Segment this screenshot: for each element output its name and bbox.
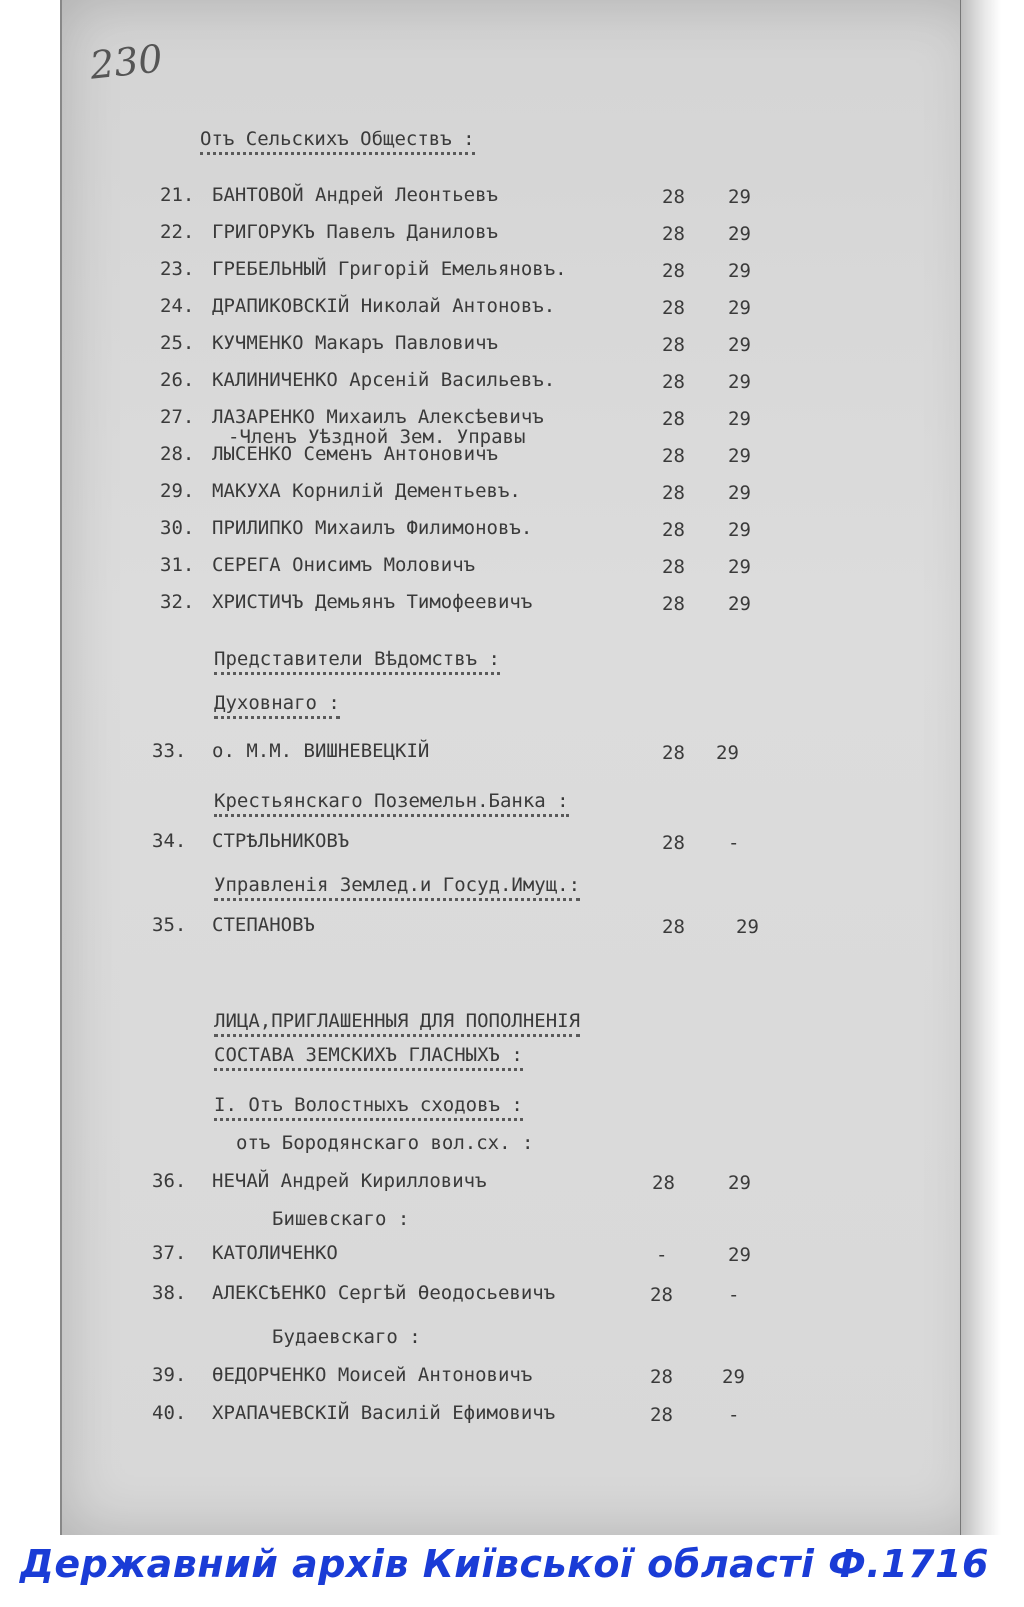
row-value-b: 29 bbox=[728, 482, 751, 504]
section-heading-lica-1: ЛИЦА,ПРИГЛАШЕННЫЯ ДЛЯ ПОПОЛНЕНІЯ bbox=[214, 1010, 580, 1037]
row-value-b: - bbox=[728, 832, 740, 854]
row-number: 26. bbox=[160, 369, 195, 391]
row-name: СЕРЕГА Онисимъ Моловичъ bbox=[212, 554, 476, 576]
archive-caption: Державний архів Київської області Ф.1716 bbox=[20, 1542, 989, 1586]
section-heading-selskih: Отъ Сельскихъ Обществъ : bbox=[200, 128, 475, 155]
row-name: МАКУХА Корнилій Дементьевъ. bbox=[212, 480, 521, 502]
row-value-b: 29 bbox=[728, 593, 751, 615]
row-name: ГРИГОРУКЪ Павелъ Даниловъ bbox=[212, 221, 498, 243]
row-name: ПРИЛИПКО Михаилъ Филимоновъ. bbox=[212, 517, 533, 539]
row-value-b: 29 bbox=[728, 371, 751, 393]
row-value-a: 28 bbox=[662, 556, 685, 578]
row-number: 36. bbox=[152, 1170, 187, 1192]
row-number: 22. bbox=[160, 221, 195, 243]
row-number: 38. bbox=[152, 1282, 187, 1304]
row-value-b: 29 bbox=[728, 408, 751, 430]
row-number: 25. bbox=[160, 332, 195, 354]
row-value-a: 28 bbox=[650, 1404, 673, 1426]
subheading-borod: отъ Бородянскаго вол.сх. : bbox=[236, 1132, 534, 1154]
row-value-a: 28 bbox=[662, 371, 685, 393]
row-number: 35. bbox=[152, 914, 187, 936]
section-heading-vedomstv: Представители Вѣдомствъ : bbox=[214, 648, 500, 675]
subheading-bud: Будаевскаго : bbox=[272, 1326, 421, 1348]
section-heading-bank: Крестьянскаго Поземельн.Банка : bbox=[214, 790, 569, 817]
row-name: ӨЕДОРЧЕНКО Моисей Антоновичъ bbox=[212, 1364, 533, 1386]
row-value-a: 28 bbox=[662, 832, 685, 854]
row-number: 34. bbox=[152, 830, 187, 852]
row-value-a: 28 bbox=[662, 297, 685, 319]
section-heading-lica-2: СОСТАВА ЗЕМСКИХЪ ГЛАСНЫХЪ : bbox=[214, 1044, 523, 1071]
row-name: АЛЕКСѢЕНКО Сергѣй Өеодосьевичъ bbox=[212, 1282, 556, 1304]
row-number: 33. bbox=[152, 740, 187, 762]
row-value-a: 28 bbox=[662, 482, 685, 504]
row-value-a: 28 bbox=[662, 186, 685, 208]
row-value-a: 28 bbox=[662, 223, 685, 245]
row-value-b: 29 bbox=[728, 445, 751, 467]
row-number: 29. bbox=[160, 480, 195, 502]
row-name: БАНТОВОЙ Андрей Леонтьевъ bbox=[212, 184, 498, 206]
row-number: 23. bbox=[160, 258, 195, 280]
row-value-a: - bbox=[656, 1244, 668, 1266]
row-name: ХРАПАЧЕВСКІЙ Василій Ефимовичъ bbox=[212, 1402, 556, 1424]
row-value-a: 28 bbox=[652, 1172, 675, 1194]
row-value-a: 28 bbox=[662, 519, 685, 541]
row-value-a: 28 bbox=[662, 742, 685, 764]
section-heading-volost: I. Отъ Волостныхъ сходовъ : bbox=[214, 1094, 523, 1121]
row-name: НЕЧАЙ Андрей Кирилловичъ bbox=[212, 1170, 487, 1192]
document-page bbox=[60, 0, 982, 1535]
row-name: КАТОЛИЧЕНКО bbox=[212, 1242, 338, 1264]
row-number: 21. bbox=[160, 184, 195, 206]
row-value-b: 29 bbox=[736, 916, 759, 938]
row-value-b: 29 bbox=[728, 1244, 751, 1266]
subheading-bish: Бишевскаго : bbox=[272, 1208, 410, 1230]
row-number: 31. bbox=[160, 554, 195, 576]
section-heading-duhovnago: Духовнаго : bbox=[214, 692, 340, 719]
row-value-b: 29 bbox=[728, 1172, 751, 1194]
row-value-b: 29 bbox=[728, 334, 751, 356]
page-edge bbox=[960, 0, 1001, 1535]
row-number: 28. bbox=[160, 443, 195, 465]
row-name: СТРѢЛЬНИКОВЪ bbox=[212, 830, 350, 852]
row-value-a: 28 bbox=[662, 334, 685, 356]
row-name: ДРАПИКОВСКІЙ Николай Антоновъ. bbox=[212, 295, 556, 317]
row-name: КУЧМЕНКО Макаръ Павловичъ bbox=[212, 332, 498, 354]
row-number: 37. bbox=[152, 1242, 187, 1264]
row-number: 40. bbox=[152, 1402, 187, 1424]
row-value-a: 28 bbox=[662, 260, 685, 282]
row-value-a: 28 bbox=[662, 445, 685, 467]
row-number: 39. bbox=[152, 1364, 187, 1386]
row-value-b: - bbox=[728, 1284, 740, 1306]
row-value-a: 28 bbox=[650, 1366, 673, 1388]
row-value-a: 28 bbox=[662, 408, 685, 430]
row-value-b: 29 bbox=[722, 1366, 745, 1388]
row-value-b: 29 bbox=[728, 223, 751, 245]
row-value-a: 28 bbox=[662, 916, 685, 938]
row-value-b: 29 bbox=[728, 186, 751, 208]
row-value-b: - bbox=[728, 1404, 740, 1426]
row-number: 32. bbox=[160, 591, 195, 613]
row-value-b: 29 bbox=[728, 260, 751, 282]
row-number: 27. bbox=[160, 406, 195, 428]
row-name: ЛАЗАРЕНКО Михаилъ Алексѣевичъ bbox=[212, 406, 544, 428]
row-value-b: 29 bbox=[728, 297, 751, 319]
row-name: ХРИСТИЧЪ Демьянъ Тимофеевичъ bbox=[212, 591, 533, 613]
row-name: ГРЕБЕЛЬНЫЙ Григорій Емельяновъ. bbox=[212, 258, 567, 280]
row-value-b: 29 bbox=[716, 742, 739, 764]
row-value-b: 29 bbox=[728, 556, 751, 578]
row-number: 30. bbox=[160, 517, 195, 539]
row-name: СТЕПАНОВЪ bbox=[212, 914, 315, 936]
section-heading-uprav: Управленія Землед.и Госуд.Имущ.: bbox=[214, 874, 580, 901]
folio-number: 230 bbox=[87, 36, 165, 88]
row-number: 24. bbox=[160, 295, 195, 317]
row-name: ЛЫСЕНКО Семенъ Антоновичъ bbox=[212, 443, 498, 465]
row-value-b: 29 bbox=[728, 519, 751, 541]
row-name: КАЛИНИЧЕНКО Арсеній Васильевъ. bbox=[212, 369, 556, 391]
row-value-a: 28 bbox=[650, 1284, 673, 1306]
row-note: -Членъ Уѣздной Зем. Управы bbox=[228, 426, 526, 448]
row-value-a: 28 bbox=[662, 593, 685, 615]
row-name: о. М.М. ВИШНЕВЕЦКІЙ bbox=[212, 740, 430, 762]
